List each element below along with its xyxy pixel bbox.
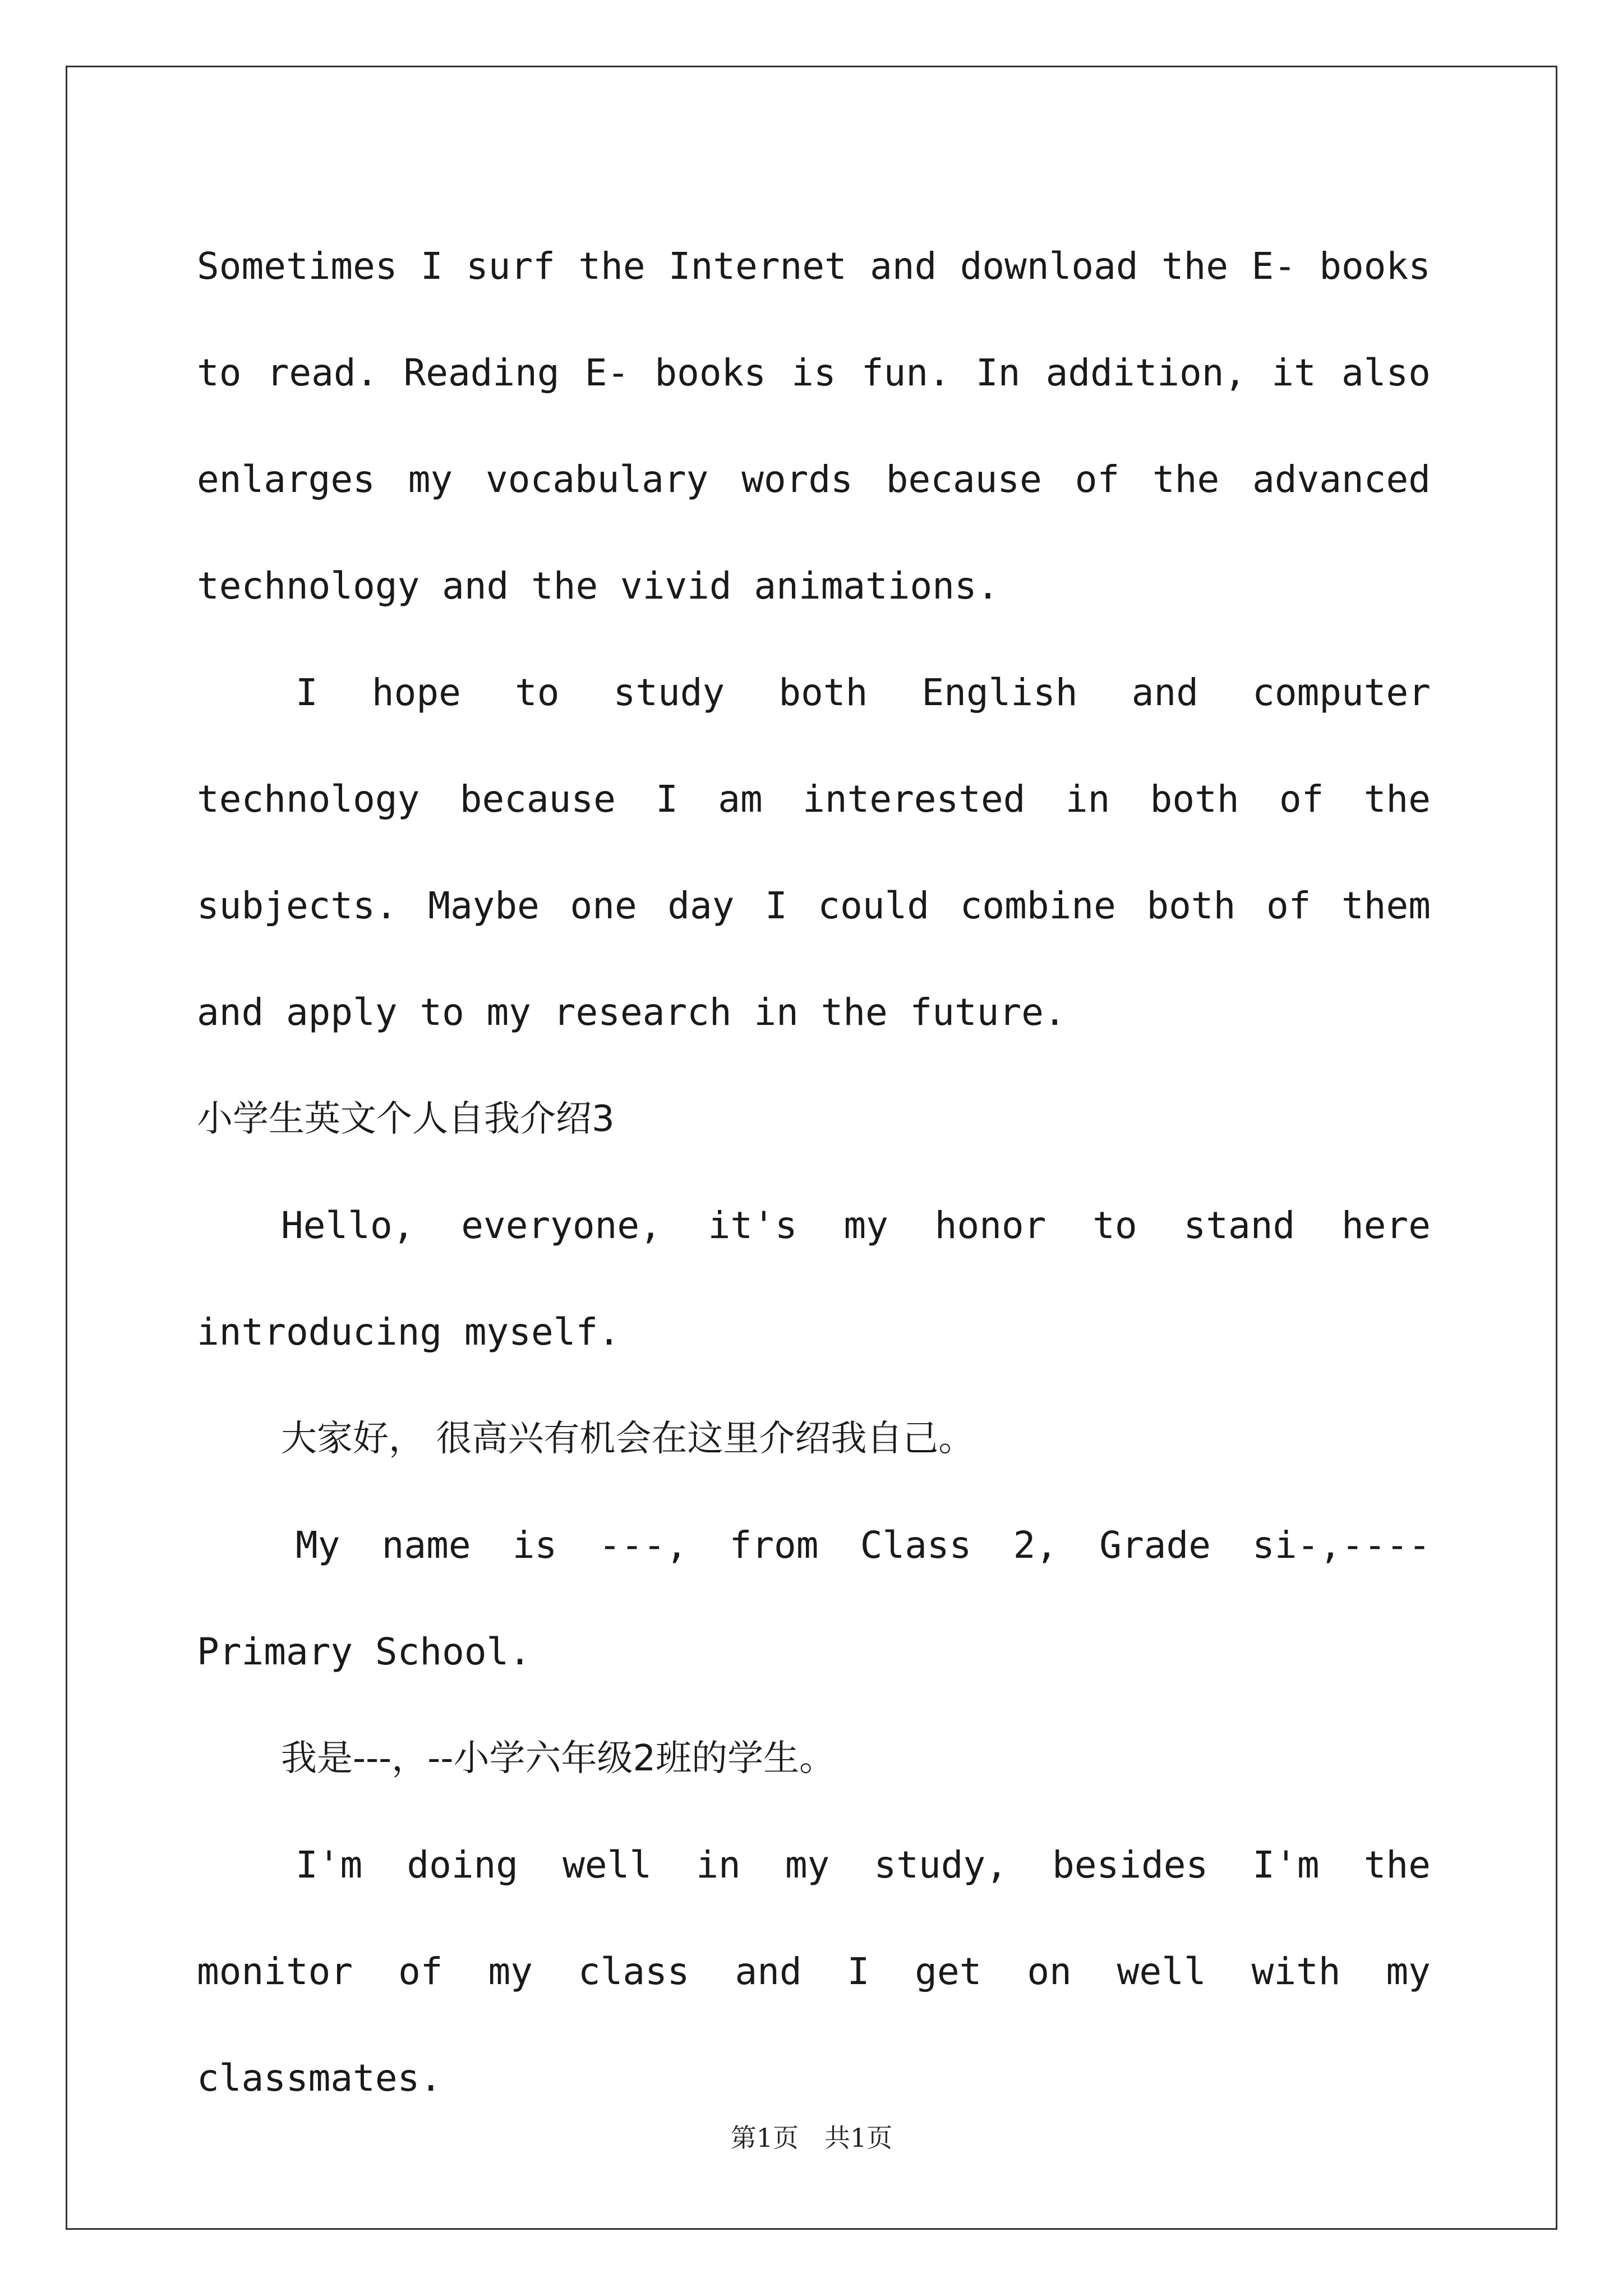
paragraph-study-plans: I hope to study both English and computer technology because I am interested in both of the subjects. Maybe one day I could combine both of them and apply to my research in the future. [197,671,1431,1034]
page-number-footer: 第1页 共1页 [730,2123,893,2153]
paragraph-ebooks: Sometimes I surf the Internet and download the E- books to read. Reading E- books is fun. In addition, it also enlarges my vocabulary words because of the advanced technology and the vivid animations. [197,245,1431,608]
document-body [197,213,1431,2132]
section-heading: 小学生英文个人自我介绍3 [197,1098,615,1140]
paragraph-monitor: I'm doing well in my study, besides I'm the monitor of my class and I get on well with my classmates. [197,1843,1431,2100]
paragraph-name-chinese: 我是---，--小学六年级2班的学生。 [281,1738,836,1779]
paragraph-name: My name is ---, from Class 2, Grade si-,---- Primary School. [197,1524,1431,1673]
paragraph-greeting-chinese: 大家好， 很高兴有机会在这里介绍我自己。 [281,1418,975,1460]
paragraph-greeting: Hello, everyone, it's my honor to stand here introducing myself. [197,1204,1431,1354]
